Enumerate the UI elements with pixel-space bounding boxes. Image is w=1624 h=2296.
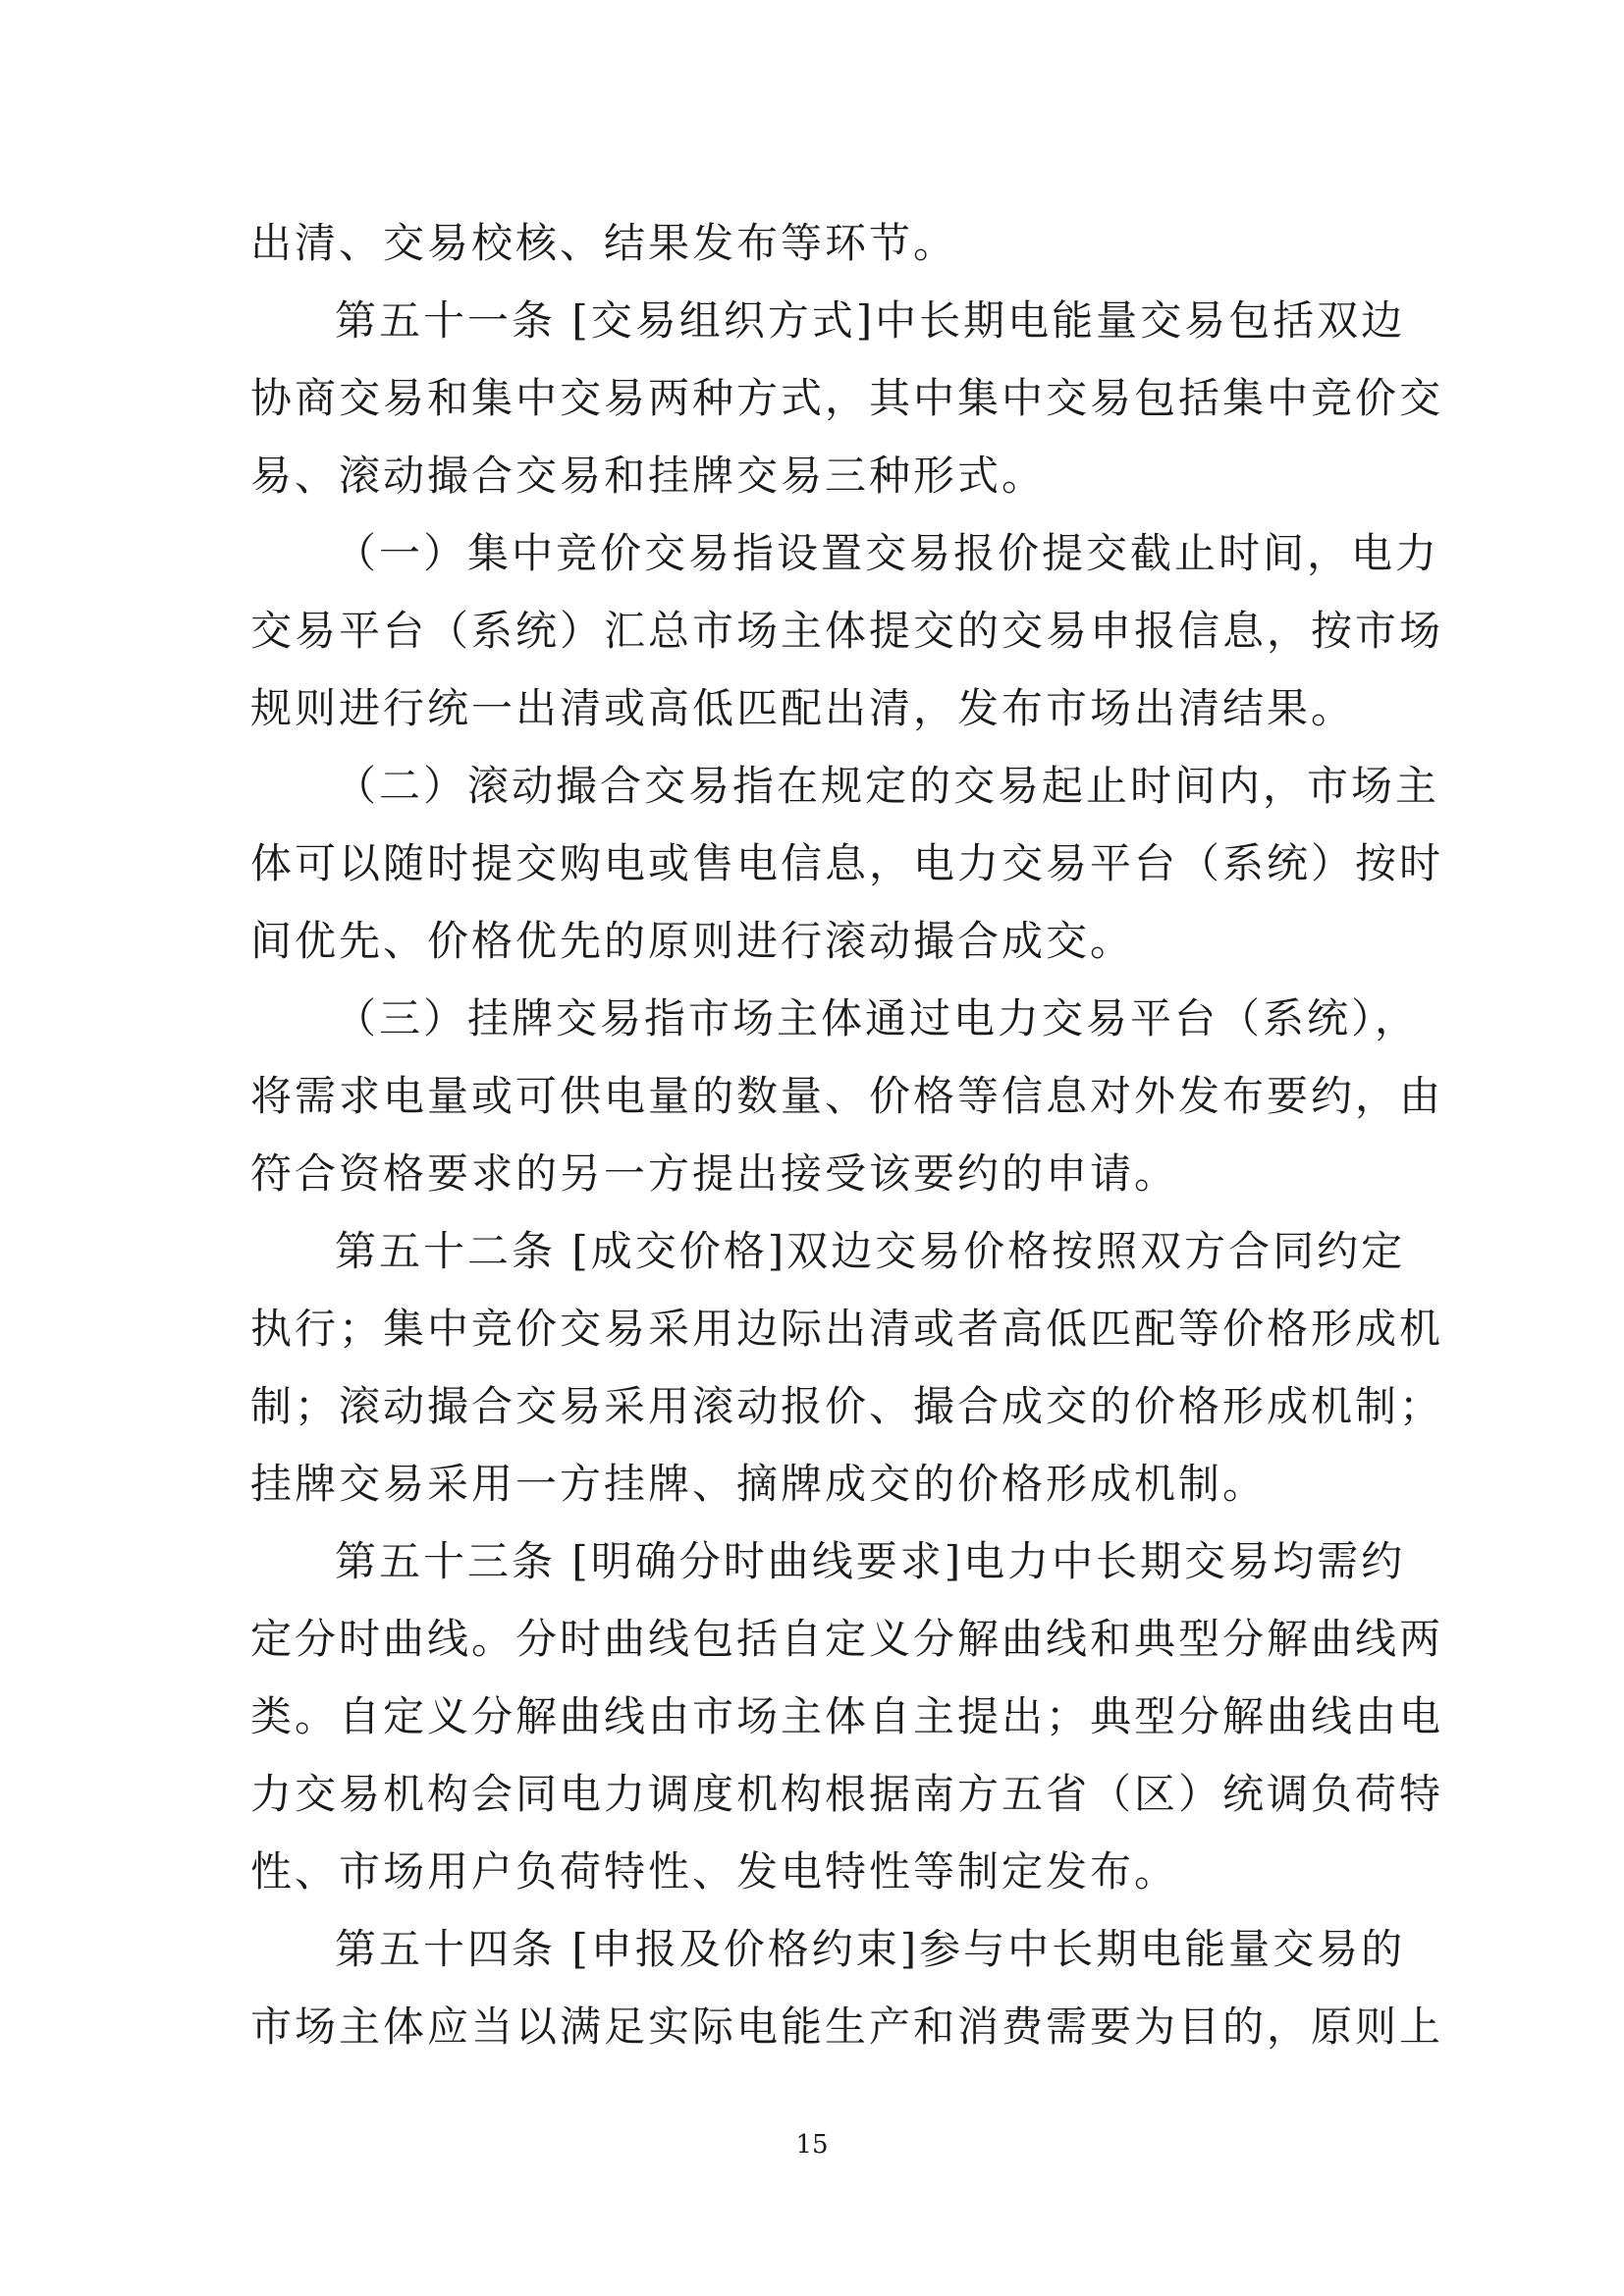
item-2-line: （二）滚动撮合交易指在规定的交易起止时间内，市场主 bbox=[335, 762, 1440, 810]
text-line: 制；滚动撮合交易采用滚动报价、撮合成交的价格形成机制； bbox=[250, 1382, 1444, 1430]
page-number: 15 bbox=[795, 2130, 829, 2160]
text-line: 协商交易和集中交易两种方式，其中集中交易包括集中竞价交 bbox=[250, 374, 1444, 422]
article-53-heading-line: 第五十三条 [明确分时曲线要求]电力中长期交易均需约 bbox=[335, 1537, 1406, 1585]
text-line: 间优先、价格优先的原则进行滚动撮合成交。 bbox=[250, 917, 1135, 965]
text-line: 易、滚动撮合交易和挂牌交易三种形式。 bbox=[250, 452, 1047, 500]
text-line: 性、市场用户负荷特性、发电特性等制定发布。 bbox=[250, 1847, 1179, 1896]
text-line: 将需求电量或可供电量的数量、价格等信息对外发布要约，由 bbox=[250, 1072, 1444, 1120]
text-line: 符合资格要求的另一方提出接受该要约的申请。 bbox=[250, 1149, 1179, 1198]
text-line: 出清、交易校核、结果发布等环节。 bbox=[250, 219, 958, 267]
text-line: 体可以随时提交购电或售电信息，电力交易平台（系统）按时 bbox=[250, 839, 1444, 887]
text-line: 力交易机构会同电力调度机构根据南方五省（区）统调负荷特 bbox=[250, 1770, 1444, 1818]
text-line: 规则进行统一出清或高低匹配出清，发布市场出清结果。 bbox=[250, 684, 1356, 732]
text-line: 交易平台（系统）汇总市场主体提交的交易申报信息，按市场 bbox=[250, 607, 1444, 655]
article-54-heading-line: 第五十四条 [申报及价格约束]参与中长期电能量交易的 bbox=[335, 1925, 1406, 1973]
item-3-line: （三）挂牌交易指市场主体通过电力交易平台（系统）， bbox=[335, 994, 1420, 1042]
text-line: 定分时曲线。分时曲线包括自定义分解曲线和典型分解曲线两 bbox=[250, 1615, 1444, 1663]
body-text bbox=[250, 204, 1444, 2065]
text-line: 市场主体应当以满足实际电能生产和消费需要为目的，原则上 bbox=[250, 2002, 1444, 2051]
text-line: 类。自定义分解曲线由市场主体自主提出；典型分解曲线由电 bbox=[250, 1692, 1444, 1740]
item-1-line: （一）集中竞价交易指设置交易报价提交截止时间，电力 bbox=[335, 529, 1440, 577]
article-51-heading-line: 第五十一条 [交易组织方式]中长期电能量交易包括双边 bbox=[335, 296, 1406, 345]
text-line: 挂牌交易采用一方挂牌、摘牌成交的价格形成机制。 bbox=[250, 1460, 1268, 1508]
text-line: 执行；集中竞价交易采用边际出清或者高低匹配等价格形成机 bbox=[250, 1305, 1444, 1353]
article-52-heading-line: 第五十二条 [成交价格]双边交易价格按照双方合同约定 bbox=[335, 1227, 1406, 1275]
